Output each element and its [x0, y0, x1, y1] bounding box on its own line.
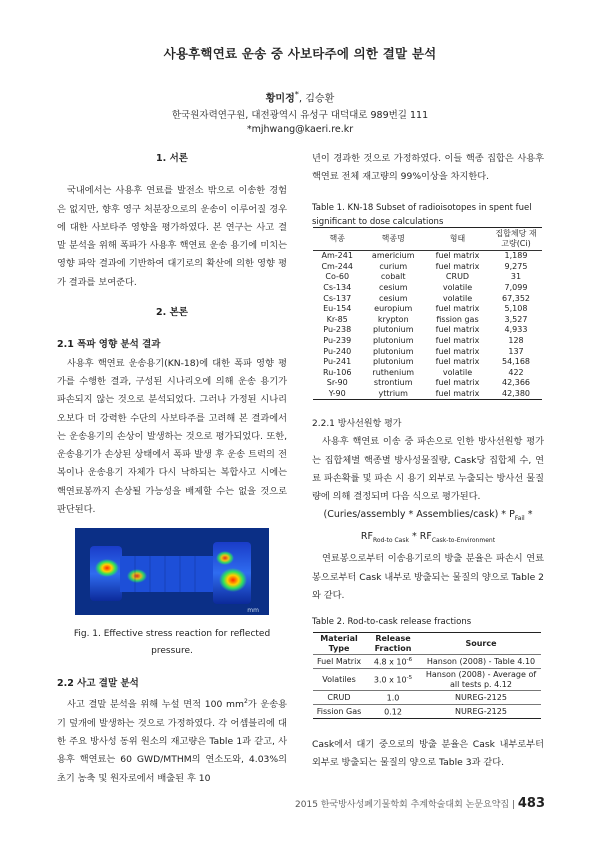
table1-cell: fuel matrix [435, 304, 480, 314]
table1-cell: plutonium [372, 325, 414, 335]
equation-rf-1: RF [360, 531, 373, 543]
page-number: 483 [517, 796, 545, 811]
table1-cell: Pu-240 [323, 346, 352, 356]
table2-cell-material: CRUD [313, 691, 365, 705]
table2-header-source: Source [421, 633, 541, 655]
table2-cell-material: Volatiles [313, 669, 365, 691]
section-heading-body: 2. 본론 [156, 307, 188, 319]
table2-cell-source: NUREG-2125 [421, 705, 541, 719]
right-column-top [312, 150, 544, 229]
table1-cell: Y-90 [313, 389, 361, 400]
table2-cell-fraction [365, 691, 421, 705]
page-footer [295, 796, 545, 811]
paragraph-consequence-b: 가 운송용기 덮개에 발생하는 것으로 가정하였다. 각 어셈블리에 대한 주요 방사성 동위 원소의 재고량은 Table 1과 같고, 사용후 핵연료는 60 GWD/MTHM의 연소도와, 4.03%의 초기 농축 및 원자로에서 배출된 후 10 [57, 699, 287, 784]
table2-cell-source: NUREG-2125 [421, 691, 541, 705]
table2-fraction-exponent: -6 [406, 657, 413, 663]
table2-header-fraction: Release Fraction [365, 633, 421, 655]
paragraph-consequence [57, 693, 287, 788]
table1-radioisotopes [313, 227, 542, 400]
table1-cell: 54,168 [502, 357, 530, 367]
equation-sub-rod-cask: Rod-to Cask [373, 537, 409, 545]
table1-cell: Pu-238 [323, 325, 352, 335]
table1-cell: Pu-239 [323, 336, 352, 346]
superscript-2: 2 [243, 698, 248, 706]
stress-figure [75, 528, 269, 615]
table1-row [313, 378, 542, 389]
table1-cell: 128 [508, 336, 524, 346]
table1-caption: Table 1. KN-18 Subset of radioisotopes in spent fuel significant to dose calculations [312, 202, 532, 227]
table1-row [313, 389, 542, 400]
paper-title: 사용후핵연료 운송 중 사보타주에 의한 결말 분석 [163, 46, 437, 61]
author-other: 김승환 [305, 93, 335, 105]
table1-cell: 1,189 [504, 251, 528, 261]
paragraph-consequence-a: 사고 결말 분석을 위해 누설 면적 100 mm [67, 699, 244, 711]
table1-cell: ruthenium [372, 367, 415, 377]
footer-separator: | [509, 800, 518, 810]
table2-caption: Table 2. Rod-to-cask release fractions [312, 617, 472, 628]
table1-cell: fuel matrix [435, 325, 480, 335]
author-line [0, 89, 600, 104]
table1-cell: fuel matrix [435, 336, 480, 346]
footer-text: 2015 한국방사성폐기물학회 추계학술대회 논문요약집 [295, 800, 510, 810]
table1-cell: Am-241 [321, 251, 353, 261]
equation [312, 506, 544, 550]
table1-cell: fuel matrix [425, 389, 490, 400]
figure-caption: Fig. 1. Effective stress reaction for reflected pressure. [73, 629, 271, 656]
subsection-heading-2-1: 2.1 폭파 영향 분석 결과 [57, 339, 161, 351]
subsection-heading-2-2-1: 2.2.1 방사선원항 평가 [312, 419, 402, 429]
table1-row [313, 262, 542, 273]
table1-cell: plutonium [372, 346, 414, 356]
table1-cell: Pu-241 [323, 357, 352, 367]
table1-cell: europium [374, 304, 413, 314]
table1-cell: 7,099 [504, 283, 528, 293]
table1-header-name: 핵종명 [361, 228, 425, 251]
section-heading-intro: 1. 서론 [156, 153, 188, 164]
table1-row [313, 346, 542, 357]
table2-cell-fraction [365, 655, 421, 669]
table1-cell: cobalt [380, 272, 406, 282]
table1-cell: curium [379, 261, 408, 271]
table1-cell: fuel matrix [435, 261, 480, 271]
table2-row [313, 691, 541, 705]
table1-header-inventory: 집합체당 재고량(Ci) [490, 228, 542, 251]
table2-release-fractions [313, 632, 541, 719]
table1-cell: Cs-134 [323, 283, 352, 293]
table1-row [313, 315, 542, 326]
table1-cell: 3,527 [504, 314, 528, 324]
table1-cell: Cs-137 [323, 293, 352, 303]
author-mark: * [294, 89, 299, 99]
table1-cell: 31 [510, 272, 522, 282]
scale-label: mm [247, 607, 259, 614]
table1-cell: fuel matrix [435, 251, 480, 261]
table2-row [313, 669, 541, 691]
table1-cell: 67,352 [502, 293, 530, 303]
table1-cell: americium [371, 251, 415, 261]
table2-row [313, 655, 541, 669]
equation-term-1: (Curies/assembly * Assemblies/cask) * P [323, 509, 515, 521]
subsection-heading-2-2: 2.2 사고 결말 분석 [57, 678, 139, 689]
table1-row [313, 283, 542, 294]
table2-cell-material: Fission Gas [313, 705, 365, 719]
table2-row [313, 705, 541, 719]
table2-fraction-value: 3.0 x 10 [373, 675, 407, 685]
table1-cell: Cm-244 [321, 261, 353, 271]
table1-cell: fuel matrix [435, 346, 480, 356]
table1-row [313, 368, 542, 379]
table2-cell-source: Hanson (2008) - Average of all tests p. 4.12 [421, 669, 541, 691]
table1-cell: Co-60 [325, 272, 350, 282]
table1-cell: krypton [377, 314, 409, 324]
table1-container [313, 227, 542, 400]
table1-row [313, 293, 542, 304]
table1-row [313, 272, 542, 283]
table1-header-nuclide: 핵종 [313, 228, 361, 251]
paragraph-source-term: 사용후 핵연료 이송 중 파손으로 인한 방사선원항 평가는 집합체별 핵종별 방사성물질량, Cask당 집합체 수, 연료 파손확률 및 파손 시 용기 외부로 누출되는 방사선 물질량에 의해 결정되며 다음 식으로 평가된다. [312, 436, 544, 503]
table1-cell: plutonium [372, 336, 414, 346]
table1-cell: Ru-106 [323, 367, 352, 377]
table2-fraction-value: 1.0 [386, 693, 400, 703]
table1-cell: volatile [442, 293, 473, 303]
table1-cell: plutonium [372, 357, 414, 367]
table1-header-form: 형태 [425, 228, 490, 251]
equation-sub-fail: Fail [514, 515, 525, 523]
table2-cell-source: Hanson (2008) - Table 4.10 [421, 655, 541, 669]
paragraph-intro: 국내에서는 사용후 연료를 발전소 밖으로 이송한 경험은 없지만, 향후 영구 처분장으로의 운송이 이루어질 경우에 대한 사보타주 영향을 평가하였다. 본 연구는 사고 결말 분석을 위해 폭파가 사용후 핵연료 운송 용기에 미치는 영향 파악 결과에 기반하여 대기로의 확산에 의한 영향 평가 결과를 보여준다. [57, 185, 287, 288]
table2-fraction-value: 0.12 [384, 707, 402, 717]
right-column-mid [312, 415, 544, 631]
cask-model-image [75, 528, 269, 615]
table1-cell: yttrium [361, 389, 425, 400]
table1-row [313, 304, 542, 315]
left-column-bottom [57, 675, 287, 788]
table1-cell: 42,380 [490, 389, 542, 400]
table1-cell: 422 [508, 367, 524, 377]
table1-cell: 42,366 [502, 378, 530, 388]
table1-cell: cesium [378, 283, 408, 293]
paragraph-release: 연료봉으로부터 이송용기로의 방출 분율은 파손시 연료봉으로부터 Cask 내부로 방출되는 물질의 양으로 Table 2와 같다. [312, 553, 544, 601]
author-main: 황미정 [265, 93, 295, 105]
affiliation: 한국원자력연구원, 대전광역시 유성구 대덕대로 989번길 111 [171, 110, 429, 121]
equation-line-1 [312, 506, 544, 528]
equation-sub-cask-env: Cask-to-Environment [431, 537, 496, 545]
table1-row [313, 325, 542, 336]
paragraph-blast: 사용후 핵연료 운송용기(KN-18)에 대한 폭파 영향 평가를 수행한 결과, 구성된 시나리오에 의해 운송 용기가 파손되지 않는 것으로 분석되었다. 그러나 가정된 시나리오보다 더 강력한 수단의 사보타주를 고려해 본 결과에서는 운송용기의 손상이 발생하는 것으로 평가되었다. 또한, 운송용기가 손상된 상태에서 폭파 발생 후 운송 트럭의 전복이나 운송용기 자체가 다시 낙하되는 복합사고 시에는 핵연료봉까지 손상될 가능성을 배제할 수는 없을 것으로 판단된다. [57, 357, 287, 516]
table1-cell: fission gas [436, 314, 479, 324]
table1-row [313, 357, 542, 368]
equation-tail-1: * [524, 509, 533, 521]
table1-cell: Kr-85 [326, 314, 348, 324]
table1-cell: volatile [442, 283, 473, 293]
table1-cell: Sr-90 [326, 378, 348, 388]
table1-cell: 5,108 [504, 304, 528, 314]
table1-cell: strontium [373, 378, 413, 388]
table1-cell: 9,275 [504, 261, 528, 271]
table1-cell: fuel matrix [435, 357, 480, 367]
author-separator: , [298, 93, 306, 105]
paragraph-cask-release: Cask에서 대기 중으로의 방출 분율은 Cask 내부로부터 외부로 방출되는 물질의 양으로 Table 3과 같다. [312, 739, 544, 769]
table1-row [313, 336, 542, 347]
table2-container [313, 632, 541, 719]
equation-rf-2: * RF [408, 531, 432, 543]
table1-row [313, 251, 542, 262]
table2-fraction-exponent: -5 [406, 675, 413, 682]
table2-cell-material: Fuel Matrix [313, 655, 365, 669]
table1-cell: CRUD [445, 272, 470, 282]
table1-cell: 4,933 [504, 325, 528, 335]
table2-fraction-value: 4.8 x 10 [373, 657, 407, 667]
table1-cell: volatile [442, 367, 473, 377]
table1-cell: 137 [508, 346, 524, 356]
left-column-top [57, 150, 287, 519]
equation-line-2 [312, 528, 544, 550]
table2-header-material: Material Type [313, 633, 365, 655]
table2-cell-fraction [365, 705, 421, 719]
table1-cell: Eu-154 [323, 304, 352, 314]
table1-cell: fuel matrix [435, 378, 480, 388]
table1-cell: cesium [378, 293, 408, 303]
table2-cell-fraction [365, 669, 421, 691]
email: *mjhwang@kaeri.re.kr [246, 124, 354, 135]
paragraph-continued: 년이 경과한 것으로 가정하였다. 이들 핵종 집합은 사용후 핵연료 전체 재고량의 99%이상을 차지한다. [312, 153, 544, 183]
